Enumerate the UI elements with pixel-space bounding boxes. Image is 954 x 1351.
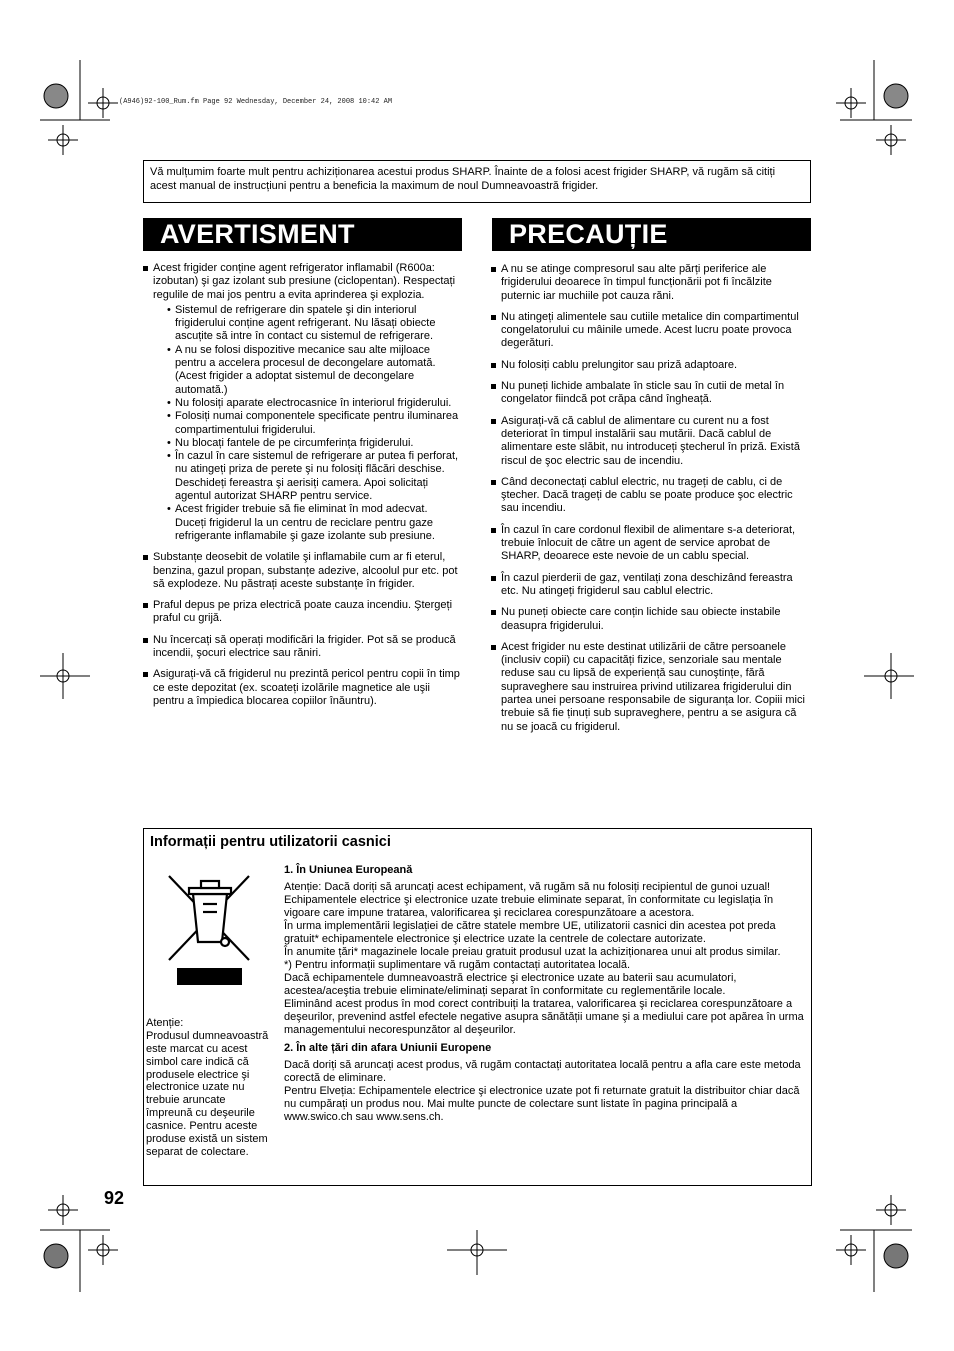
caution-list	[491, 263, 811, 742]
caution-banner: PRECAUȚIE	[492, 218, 811, 251]
list-item: Substanțe deosebit de volatile şi inflamabile cum ar fi eterul, benzina, gazul propan, substanțe adezive, alcoolul pur etc. pot să explodeze. Nu păstrați aceste substanțe în frigider.	[143, 551, 461, 591]
sub-item: • Sistemul de refrigerare din spatele şi din interiorul frigiderului conține agent refrigerant. Nu lăsați obiecte ascuțite să intre în contact cu sistemul de refrigerare.	[153, 304, 461, 344]
list-item: Acest frigider nu este destinat utilizării de către persoanele (inclusiv copii) cu capacități fizice, senzoriale sau mentale reduse sau cu lipsă de experiență sau cunoştințe, fără supraveghere sau instruirea privind utilizarea frigiderului din partea unei persoane responsabile de siguranța lor. Copiii mici trebuie să fie ținuți sub supraveghere, pentru a se asigura că nu se joacă cu frigiderul.	[491, 641, 811, 734]
file-slug: (A946)92-100_Rum.fm Page 92 Wednesday, December 24, 2008 10:42 AM	[119, 98, 393, 106]
warning-banner: AVERTISMENT	[143, 218, 462, 251]
info-paragraph: Dacă doriți să aruncați acest produs, vă rugăm contactați autoritatea locală pentru a afla care este metoda corectă de eliminare.	[284, 1059, 801, 1084]
list-item: Praful depus pe priza electrică poate cauza incendiu. Ştergeți praful cu grijă.	[143, 599, 461, 626]
warning-sublist	[153, 304, 461, 543]
sub-item: • Acest frigider trebuie să fie eliminat în mod adecvat. Duceți frigiderul la un centru de reciclare pentru gaze refrigerante inflamabile şi gaze izolante sub presiune.	[153, 503, 461, 543]
info-paragraph: În anumite țări* magazinele locale preiau gratuit produsul uzat la achiziționarea unui alt produs similar.	[284, 946, 781, 958]
list-item: Nu folosiți cablu prelungitor sau priză adaptoare.	[491, 359, 811, 372]
list-item: Nu încercați să operați modificări la frigider. Pot să se producă incendii, şocuri electrice sau răniri.	[143, 634, 461, 661]
sub-item: • Folosiți numai componentele specificate pentru iluminarea compartimentului frigiderului.	[153, 410, 461, 437]
info-paragraph: În urma implementării legislației de către statele membre UE, utilizatorii casnici din acestea pot preda gratuit* echipamentele electronice şi electrice uzate la centrele de colectare autorizate.	[284, 920, 776, 945]
list-item: Nu atingeți alimentele sau cutiile metalice din compartimentul congelatorului cu mâinile umede. Acest lucru poate provoca degerături.	[491, 311, 811, 351]
list-item: A nu se atinge compresorul sau alte părți periferice ale frigiderului deoarece în timpul funcționării pot fi încălzite puternic iar muchiile pot cauza răni.	[491, 263, 811, 303]
info-paragraph: Pentru Elveția: Echipamentele electrice şi electronice uzate pot fi returnate gratuit la distribuitor chiar dacă nu cumpărați un produs nou. Mai multe puncte de colectare sunt listate în pagina principală a www.swico.ch sau www.sens.ch.	[284, 1085, 800, 1123]
info-paragraph: Atenție: Dacă doriți să aruncați acest echipament, vă rugăm să nu folosiți recipientul de gunoi uzual!	[284, 881, 771, 893]
list-item: Nu puneți obiecte care conțin lichide sau obiecte instabile deasupra frigiderului.	[491, 606, 811, 633]
list-item: Nu puneți lichide ambalate în sticle sau în cutii de metal în congelator fiindcă pot crăpa când îngheață.	[491, 380, 811, 407]
info-paragraph: *) Pentru informații suplimentare vă rugăm contactați autoritatea locală.	[284, 959, 631, 971]
list-item: În cazul în care cordonul flexibil de alimentare s-a deteriorat, trebuie înlocuit de către un agent de service aprobat de SHARP, deoarece este nevoie de un cablu special.	[491, 524, 811, 564]
info-paragraph: Dacă echipamentele dumneavoastră electrice şi electronice uzate au baterii sau acumulatori, acestea/aceştia trebuie eliminate/eliminați separat în conformitate cu reglementările locale.	[284, 972, 737, 997]
list-item: Asigurați-vă că cablul de alimentare cu curent nu a fost deteriorat în timpul instalării sau mutării. Dacă cablul de alimentare este slăbit, nu introduceți ştecherul în priză. Există riscul de şoc electric sau de incendiu.	[491, 415, 811, 468]
warning-list	[143, 262, 461, 716]
list-item: Asigurați-vă că frigiderul nu prezintă pericol pentru copii în timp ce este depozitat (ex. scoateți izolările magnetice ale uşii pentru a împiedica blocarea copiilor înăuntru).	[143, 668, 461, 708]
intro-box: Vă mulțumim foarte mult pentru achiziționarea acestui produs SHARP. Înainte de a folosi acest frigider SHARP, vă rugăm să citiți acest manual de instrucțiuni pentru a beneficia la maximum de noul Dumneavoastră frigider.	[143, 160, 811, 203]
list-item: Când deconectați cablul electric, nu trageți de cablu, ci de ştecher. Dacă trageți de cablu se poate produce şoc electric sau incendiu.	[491, 476, 811, 516]
caution-note	[146, 1004, 274, 1159]
page-number: 92	[104, 1188, 125, 1208]
sub-item: • Nu folosiți aparate electrocasnice în interiorul frigiderului.	[153, 397, 461, 410]
warning-item-text: Acest frigider conține agent refrigerator inflamabil (R600a: izobutan) şi gaz izolant sub presiune (ciclopentan). Respectați regulile de mai jos pentru a evita aprinderea şi explozia.	[153, 262, 456, 301]
info-body	[284, 864, 806, 1124]
list-item: În cazul pierderii de gaz, ventilați zona deschizând fereastra etc. Nu atingeți frigiderul sau cablul electric.	[491, 572, 811, 599]
sub-item: • În cazul în care sistemul de refrigerare ar putea fi perforat, nu atingeți priza de perete şi nu folosiți flăcări deschise. Deschideți fereastra şi aerisiți camera. Apoi solicitați agentul autorizat SHARP pentru service.	[153, 450, 461, 503]
bin-underline-bar	[177, 968, 242, 985]
section1-heading: 1. În Uniunea Europeană	[284, 864, 413, 876]
section2-heading: 2. În alte țări din afara Uniunii Europene	[284, 1042, 492, 1054]
sub-item: • A nu se folosi dispozitive mecanice sau alte mijloace pentru a accelera procesul de decongelare automată. (Acest frigider a adoptat sistemul de decongelare automată.)	[153, 344, 461, 397]
sub-item: • Nu blocați fantele de pe circumferința frigiderului.	[153, 437, 461, 450]
info-title: Informații pentru utilizatorii casnici	[150, 834, 391, 850]
caution-note-text: Atenție: Produsul dumneavoastră este marcat cu acest simbol care indică că produsele electrice şi electronice uzate nu trebuie aruncate împreună cu deşeurile casnice. Pentru aceste produse există un sistem separat de colectare.	[146, 1016, 269, 1158]
list-item	[143, 262, 461, 543]
info-paragraph: Eliminând acest produs în mod corect contribuiți la tratarea, valorificarea şi reciclarea corespunzătoare a deşeurilor, prevenind astfel efectele negative asupra sănătății umane şi a mediului care pot apărea în urma managementului necorespunzător al deşeurilor.	[284, 998, 804, 1036]
info-paragraph: Echipamentele electrice şi electronice uzate trebuie eliminate separat, în conformitate cu legislația în vigoare care impune tratarea, valorificarea şi reciclarea corespunzătoare a acestora.	[284, 894, 774, 919]
